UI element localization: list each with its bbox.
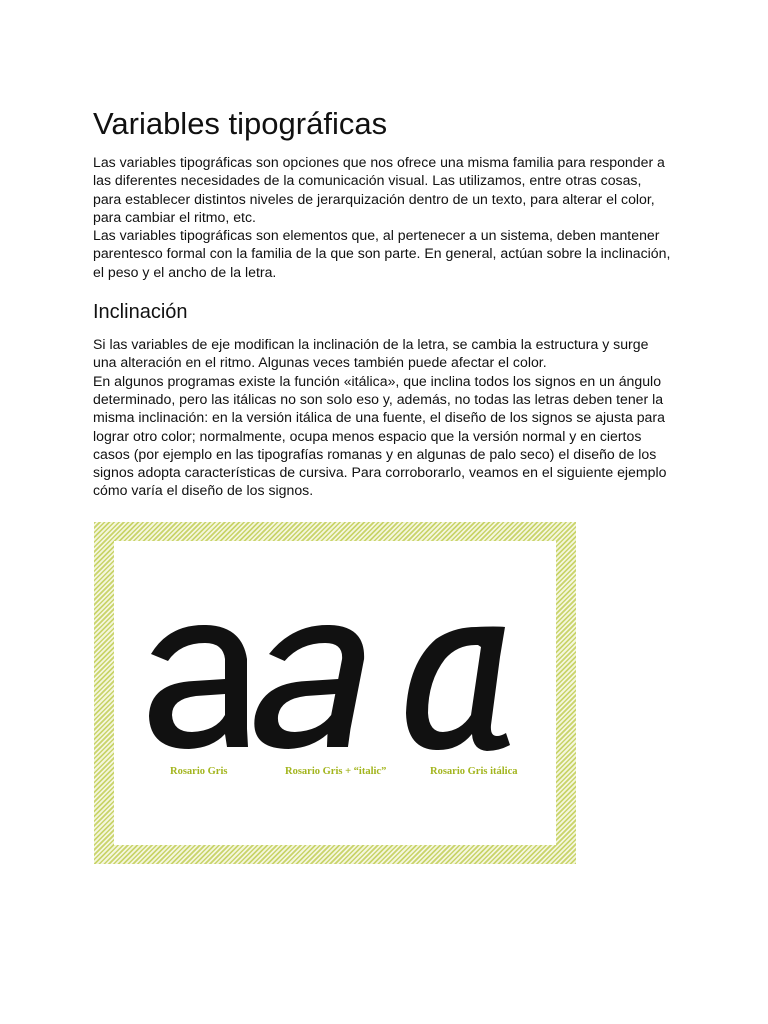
caption-rosario-gris-italica: Rosario Gris itálica [430, 766, 518, 777]
page-title: Variables tipográficas [93, 106, 388, 141]
glyph-upright [149, 625, 248, 749]
glyph-slanted [249, 625, 372, 749]
figure-panel [114, 541, 556, 845]
glyph-comparison-graphic [114, 541, 556, 845]
document-body [93, 105, 683, 500]
caption-rosario-gris-italic-function: Rosario Gris + “italic” [285, 766, 387, 777]
typeface-comparison-figure [94, 522, 576, 864]
caption-rosario-gris: Rosario Gris [170, 766, 228, 777]
intro-paragraph: Las variables tipográficas son opciones que nos ofrece una misma familia para responder a las diferentes necesidades de la comunicación visual. Las utilizamos, entre otras cosas, para establecer distintos niveles de jerarquización dentro de un texto, para alterar el color, para cambiar el ritmo, etc. Las variables tipográficas son elementos que, al pertenecer a un sistema, deben mantener parentesco formal con la familia de la que son parte. En general, actúan sobre la inclinación, el peso y el ancho de la letra. [93, 154, 671, 280]
glyph-true-italic [406, 627, 510, 752]
section-heading: Inclinación [93, 301, 188, 324]
section-paragraph: Si las variables de eje modifican la inclinación de la letra, se cambia la estructura y surge una alteración en el ritmo. Algunas veces también puede afectar el color. En algunos programas existe la función «itálica», que inclina todos los signos en un ángulo determinado, pero las itálicas no son solo eso y, además, no todas las letras deben tener la misma inclinación: en la versión itálica de una fuente, el diseño de los signos se ajusta para lograr otro color; normalmente, ocupa menos espacio que la versión normal y en ciertos casos (por ejemplo en las tipografías romanas y en algunas de palo seco) el diseño de los signos adopta características de cursiva. Para corroborarlo, veamos en el siguiente ejemplo cómo varía el diseño de los signos. [93, 336, 667, 499]
